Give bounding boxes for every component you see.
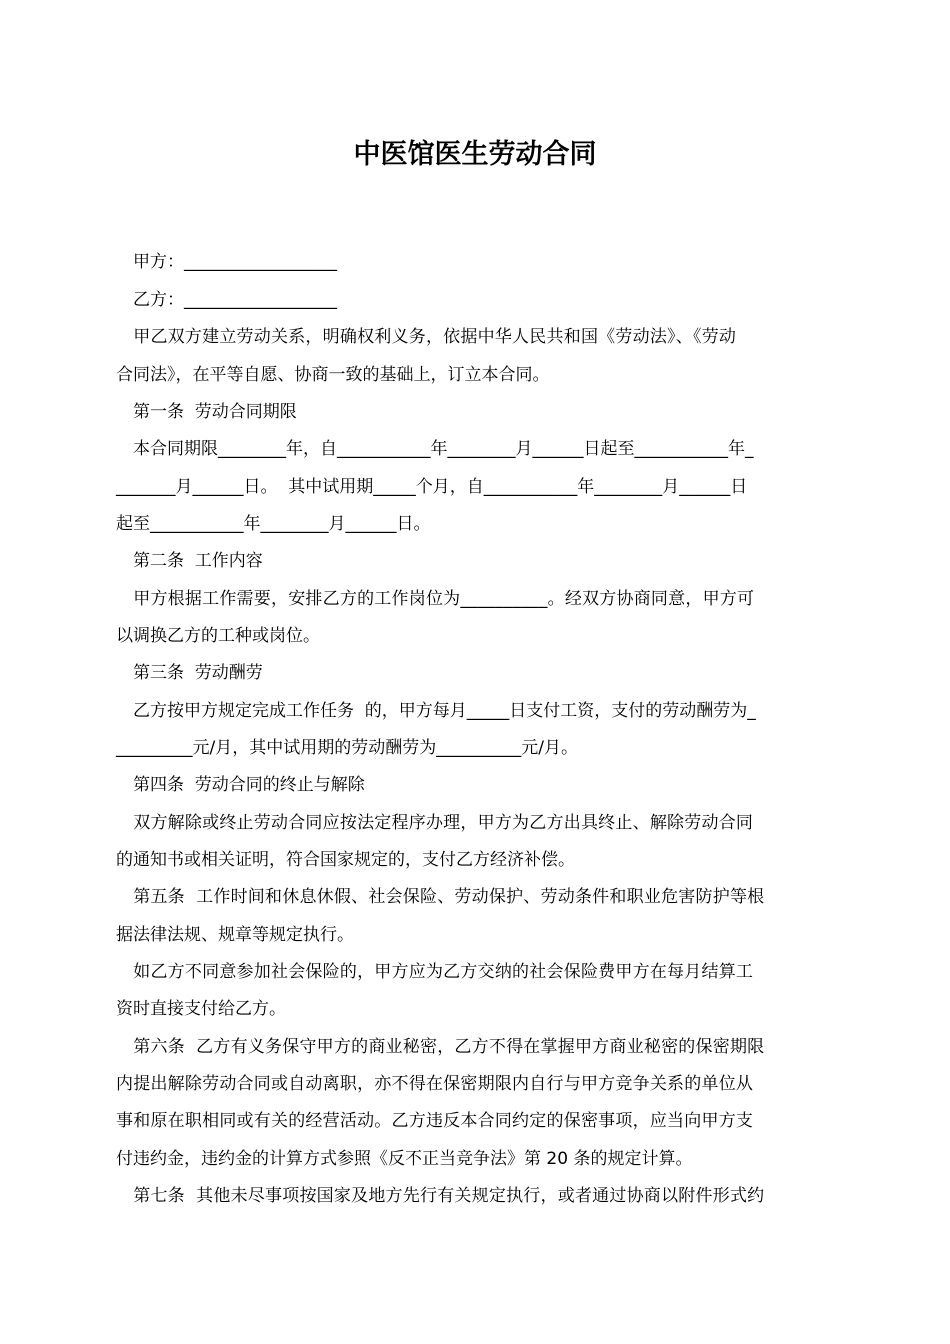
paragraph-line: 起至___________年________月______日。: [116, 514, 431, 534]
paragraph-line: 甲方根据工作需要，安排乙方的工作岗位为__________。经双方协商同意，甲方可: [116, 589, 755, 609]
paragraph-line: 据法律法规、规章等规定执行。: [116, 925, 354, 945]
party-b-line: 乙方：__________________: [116, 290, 337, 310]
article-heading: 第一条 劳动合同期限: [116, 402, 297, 422]
paragraph-line: 本合同期限________年，自___________年________月______日起至___________年_: [116, 439, 754, 459]
paragraph-line: 双方解除或终止劳动合同应按法定程序办理，甲方为乙方出具终止、解除劳动合同: [116, 813, 754, 833]
paragraph-line: 甲乙双方建立劳动关系，明确权利义务，依据中华人民共和国《劳动法》、《劳动: [116, 327, 737, 347]
paragraph-line: 第七条 其他未尽事项按国家及地方先行有关规定执行，或者通过协商以附件形式约: [116, 1186, 765, 1206]
paragraph-line: _______月______日。 其中试用期_____个月，自___________年________月______日: [116, 477, 748, 497]
paragraph-line: 事和原在职相同或有关的经营活动。乙方违反本合同约定的保密事项，应当向甲方支: [116, 1111, 754, 1131]
paragraph-line: 付违约金，违约金的计算方式参照《反不正当竞争法》第 20 条的规定计算。: [116, 1149, 693, 1169]
article-heading: 第二条 工作内容: [116, 551, 263, 571]
paragraph-line: 第五条 工作时间和休息休假、社会保险、劳动保护、劳动条件和职业危害防护等根: [116, 887, 765, 907]
paragraph-line: _________元/月，其中试用期的劳动酬劳为__________元/月。: [116, 738, 578, 758]
paragraph-line: 乙方按甲方规定完成工作任务 的，甲方每月_____日支付工资，支付的劳动酬劳为_: [116, 701, 756, 721]
paragraph-line: 的通知书或相关证明，符合国家规定的，支付乙方经济补偿。: [116, 850, 575, 870]
paragraph-line: 如乙方不同意参加社会保险的，甲方应为乙方交纳的社会保险费甲方在每月结算工: [116, 962, 754, 982]
paragraph-line: 资时直接支付给乙方。: [116, 999, 286, 1019]
article-heading: 第四条 劳动合同的终止与解除: [116, 775, 365, 795]
paragraph-line: 内提出解除劳动合同或自动离职，亦不得在保密期限内自行与甲方竞争关系的单位从: [116, 1074, 754, 1094]
paragraph-line: 以调换乙方的工种或岗位。: [116, 626, 320, 646]
article-heading: 第三条 劳动酬劳: [116, 663, 263, 683]
paragraph-line: 合同法》，在平等自愿、协商一致的基础上，订立本合同。: [116, 365, 550, 385]
document-title: 中医馆医生劳动合同: [353, 139, 597, 170]
paragraph-line: 第六条 乙方有义务保守甲方的商业秘密，乙方不得在掌握甲方商业秘密的保密期限: [116, 1037, 765, 1057]
party-a-line: 甲方：__________________: [116, 252, 337, 272]
